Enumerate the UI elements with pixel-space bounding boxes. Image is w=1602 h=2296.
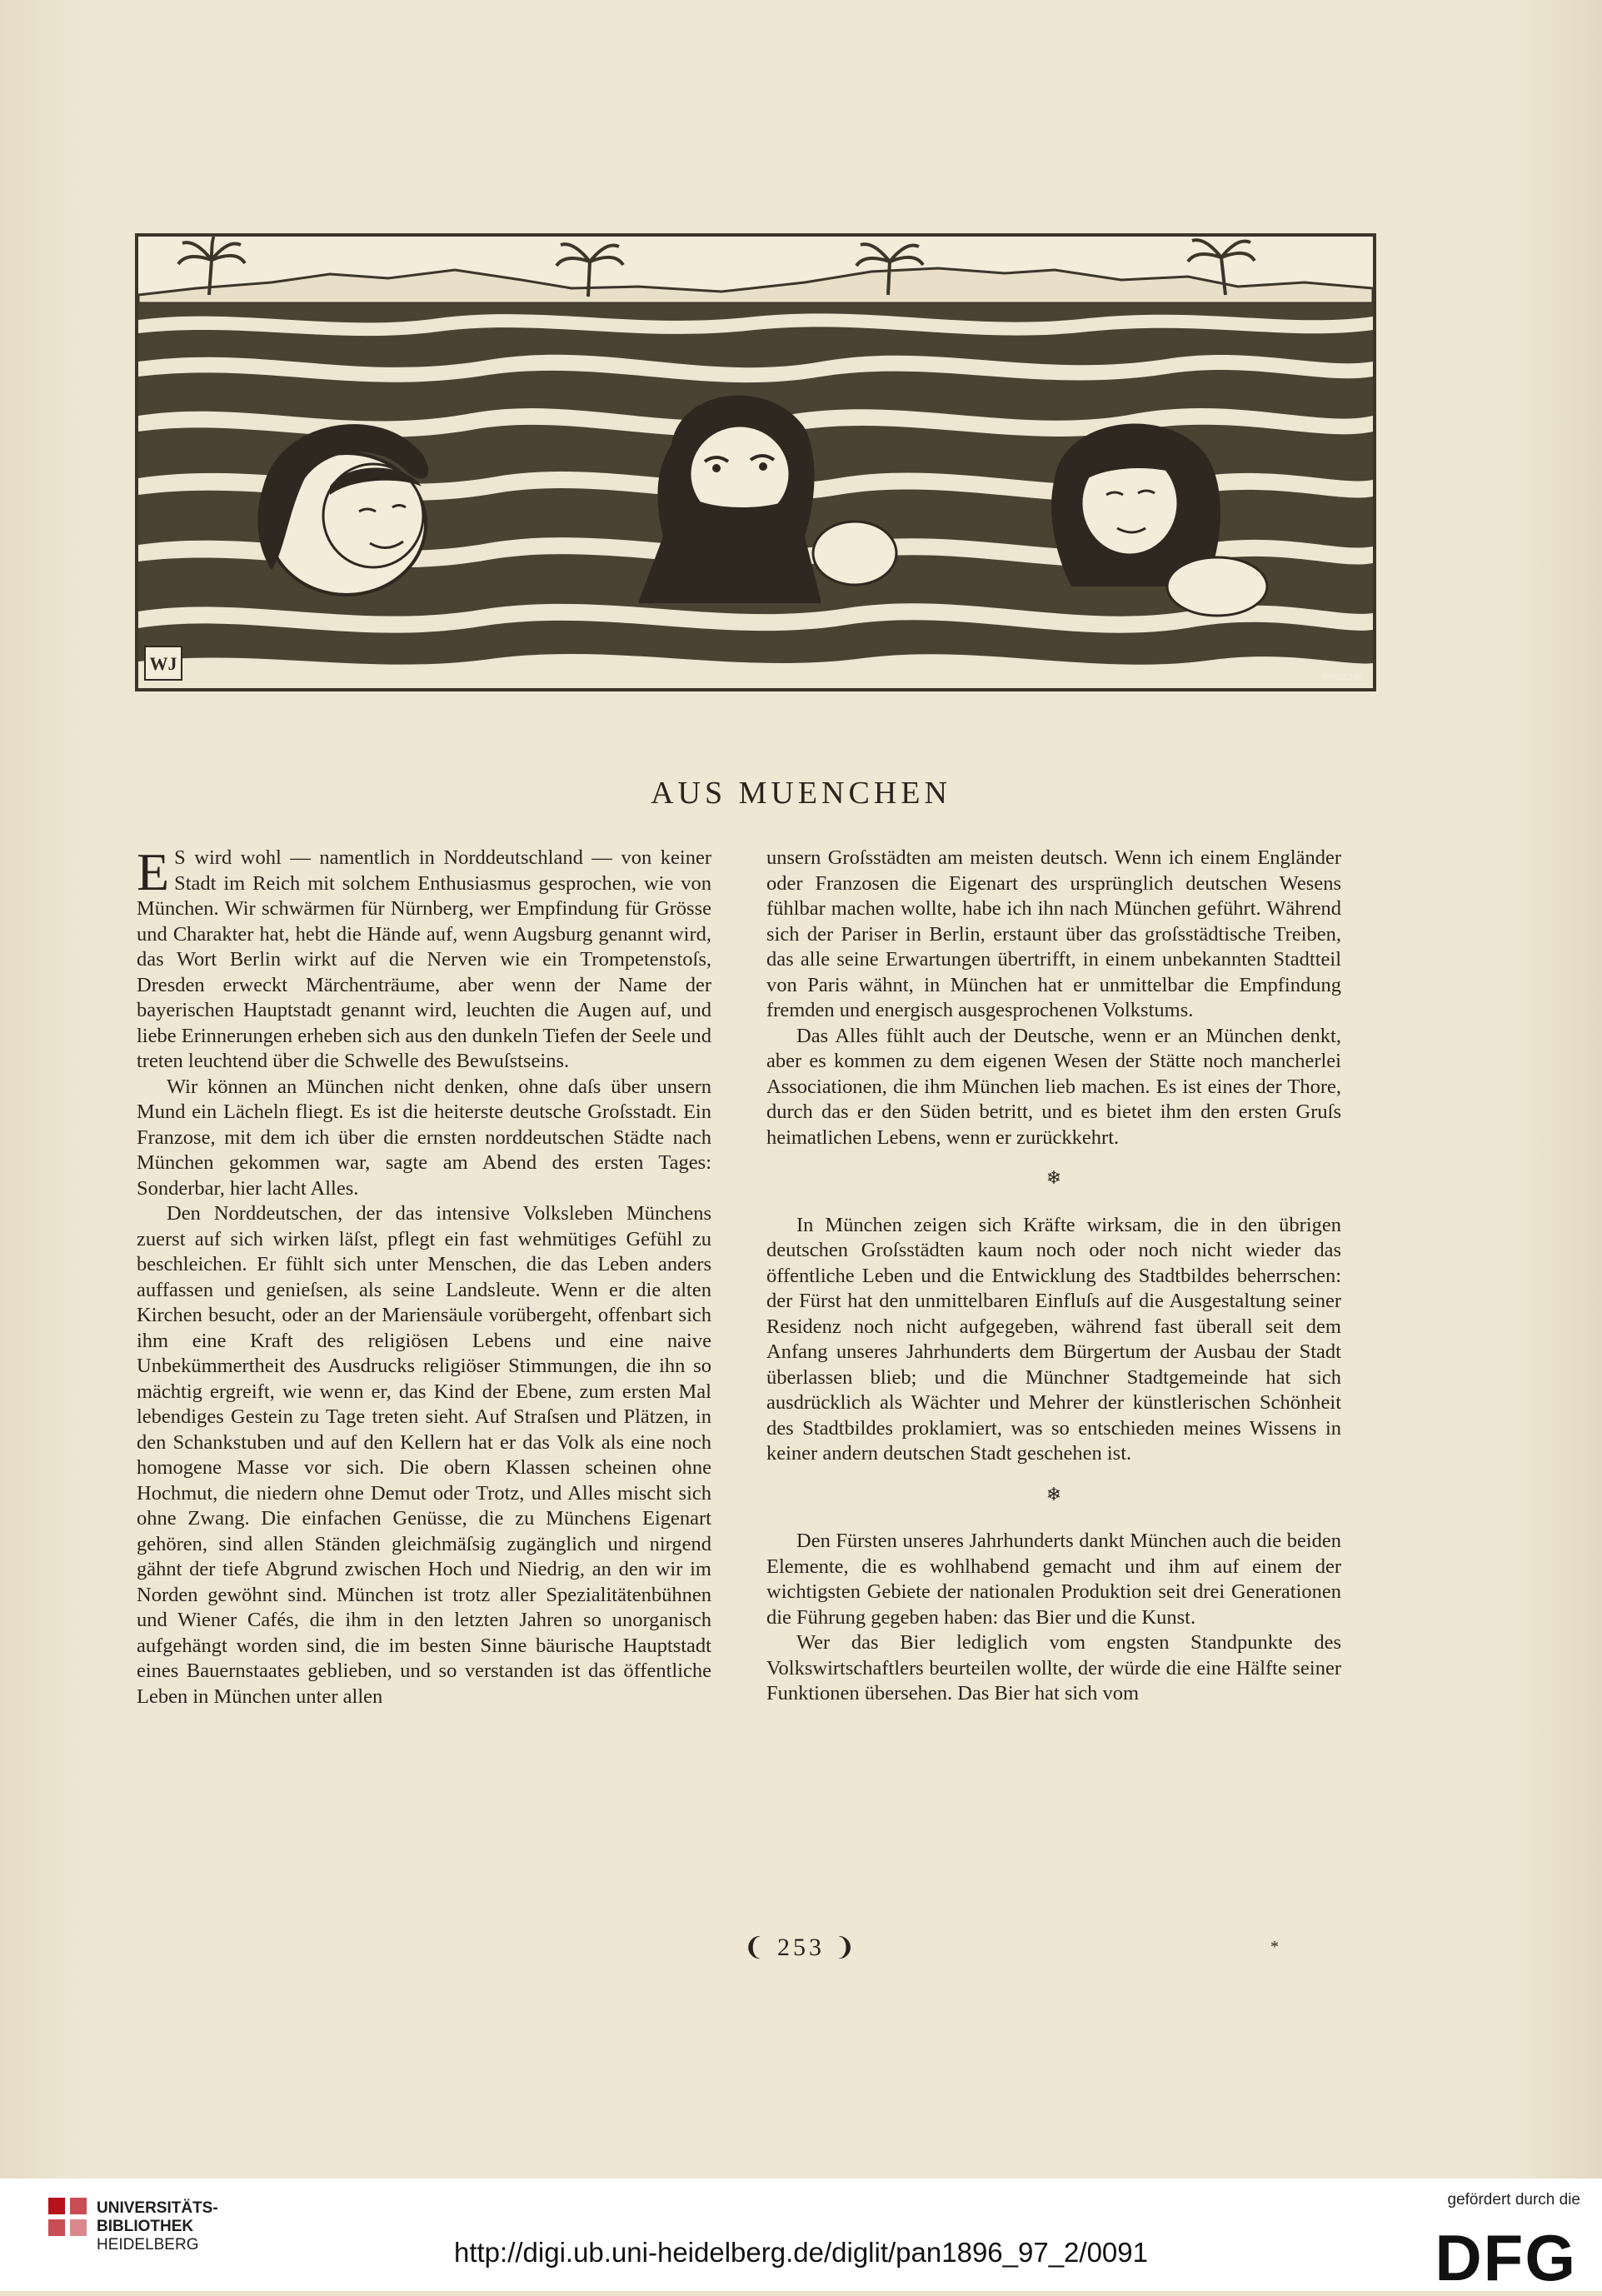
paragraph: Den Norddeutschen, der das intensive Volksleben Münchens zuerst auf sich wirken läſst, pflegt ein fast wehmütiges Gefühl zu beschleichen. Er fühlt sich unter Menschen, die das Leben anders auffassen und genieſsen, als seine Landsleute. Wenn er die alten Kirchen besucht, oder an der Mariensäule vorübergeht, offenbart sich ihm eine Kraft des religiösen Lebens und eine naive Unbekümmertheit des Ausdrucks religiöser Stimmungen, die ihn so mächtig ergreift, wie wenn er, das Kind der Ebene, zum ersten Mal lebendiges Gestein zu Tage treten sieht. Auf Straſsen und Plätzen, in den Schankstuben und auf den Kellern hat er das Volk als eine noch homogene Masse vor sich. Die obern Klassen scheinen ohne Hochmut, die niedern ohne Demut oder Trotz, und Alles mischt sich ohne Zwang. Die einfachen Genüsse, die zu Münchens Eigenart gehören, sind allen Ständen gleichmäſsig zugänglich und nirgend gähnt der tiefe Abgrund zwischen Hoch und Niedrig, an den wir im Norden gewöhnt sind. München ist trotz aller Spezialitätenbühnen und Wiener Cafés, die ihm in den letzten Jahren so unorganisch aufgehängt worden sind, die im besten Sinne bäurische Hauptstadt eines Bauernstaates geblieben, und so verstanden ist das öffentliche Leben in München unter allen [137, 1202, 711, 1708]
paragraph-text: S wird wohl — namentlich in Norddeutschland — von keiner Stadt im Reich mit solchem Enthusiasmus gesprochen, wie von München. Wir schwärmen für Nürnberg, wer Empfindung für Grösse und Charakter hat, hebt die Hände auf, wenn Augsburg genannt wird, das Wort Berlin wirkt auf die Nerven wie ein Trompetenstoſs, Dresden erweckt Märchenträume, aber wenn der Name der bayerischen Hauptstadt genannt wird, leuchten die Augen auf, und liebe Erinnerungen erheben sich aus den dunkeln Tiefen der Seele und treten leuchtend über die Schwelle des Bewuſstseins. [137, 846, 711, 1072]
paragraph: unsern Groſsstädten am meisten deutsch. Wenn ich einem Engländer oder Franzosen die Eigenart des ursprünglich deutschen Wesens fühlbar machen wollte, habe ich ihn nach München geführt. Während sich der Pariser in Berlin, erstaunt über das groſsstädtische Treiben, das alle seine Erwartungen übertrifft, in einem unbekannten Stadtteil von Paris wähnt, in München hat er unmittelbar die Empfindung fremden und energisch ausgesprochenen Volkstums. [766, 846, 1341, 1021]
page-number [0, 1933, 1602, 1962]
source-url-link[interactable]: http://digi.ub.uni-heidelberg.de/diglit/pan1896_97_2/0091 [453, 2237, 1148, 2268]
article-title: AUS MUENCHEN [651, 776, 951, 811]
paragraph: Wer das Bier lediglich vom engsten Standpunkte des Volkswirtschaftlers beurteilen wollte, der würde die eine Hälfte seiner Funktionen übersehen. Das Bier hat sich vom [766, 1631, 1341, 1705]
university-library-logo-icon [48, 2198, 90, 2239]
paragraph: Den Fürsten unseres Jahrhunderts dankt München auch die beiden Elemente, die es wohlhabend gemacht und ihm auf einem der wichtigsten Gebiete der nationalen Produktion seit drei Generationen die Führung gegeben haben: das Bier und die Kunst. [766, 1530, 1341, 1629]
monogram-text: WJ [149, 653, 177, 674]
library-name-line: BIBLIOTHEK [97, 2218, 194, 2235]
funding-note: gefördert durch die [1447, 2191, 1580, 2209]
paragraph [137, 842, 711, 1075]
right-column [766, 846, 1341, 1707]
page-number-text: ❨ 253 ❩ [743, 1934, 859, 1961]
left-column [137, 842, 711, 1710]
library-name-line: UNIVERSITÄTS- [97, 2199, 218, 2217]
paragraph: Wir können an München nicht denken, ohne daſs über unsern Mund ein Lächeln fliegt. Es ist die heiterste deutsche Groſsstadt. Ein Franzose, mit dem ich über die ernsten norddeutschen Städte nach München gekommen war, sagte am Abend des ersten Tages: Sonderbar, hier lacht Alles. [137, 1075, 711, 1200]
illustration-artwork [138, 237, 1373, 688]
drop-cap: E [137, 842, 170, 901]
woodcut-illustration [135, 233, 1376, 691]
dfg-logo: DFG [1435, 2221, 1577, 2294]
artist-signature: FRISCHE [1322, 672, 1363, 682]
page-mark: * [1270, 1938, 1282, 1956]
footer-bar [0, 2179, 1602, 2291]
section-divider-ornament: ❄ [1046, 1483, 1062, 1505]
library-name-line: HEIDELBERG [97, 2236, 199, 2254]
paragraph: In München zeigen sich Kräfte wirksam, die in den übrigen deutschen Groſsstädten kaum noch oder noch nicht wieder das öffentliche Leben und die Entwicklung des Stadtbildes beherrschen: der Fürst hat den unmittelbaren Einfluſs auf die Ausgestaltung seiner Residenz noch nicht aufgegeben, während fast überall seit dem Anfang unseres Jahrhunderts dem Bürgertum der Ausbau der Stadt überlassen blieb; und die Münchner Stadtgemeinde hat sich ausdrücklich als Wächter und Mehrer der künstlerischen Schönheit des Stadtbildes proklamiert, was so entschieden meines Wissens in keiner andern deutschen Stadt geschehen ist. [766, 1213, 1341, 1465]
section-divider-ornament: ❄ [1046, 1167, 1062, 1188]
paragraph: Das Alles fühlt auch der Deutsche, wenn er an München denkt, aber es kommen zu dem eigenen Wesen der Stätte noch mancherlei Associationen, die ihm München lieb machen. Es ist eines der Thore, durch das er den Süden betritt, und es bietet ihm den ersten Gruſs heimatlichen Lebens, wenn er zurückkehrt. [766, 1024, 1341, 1149]
